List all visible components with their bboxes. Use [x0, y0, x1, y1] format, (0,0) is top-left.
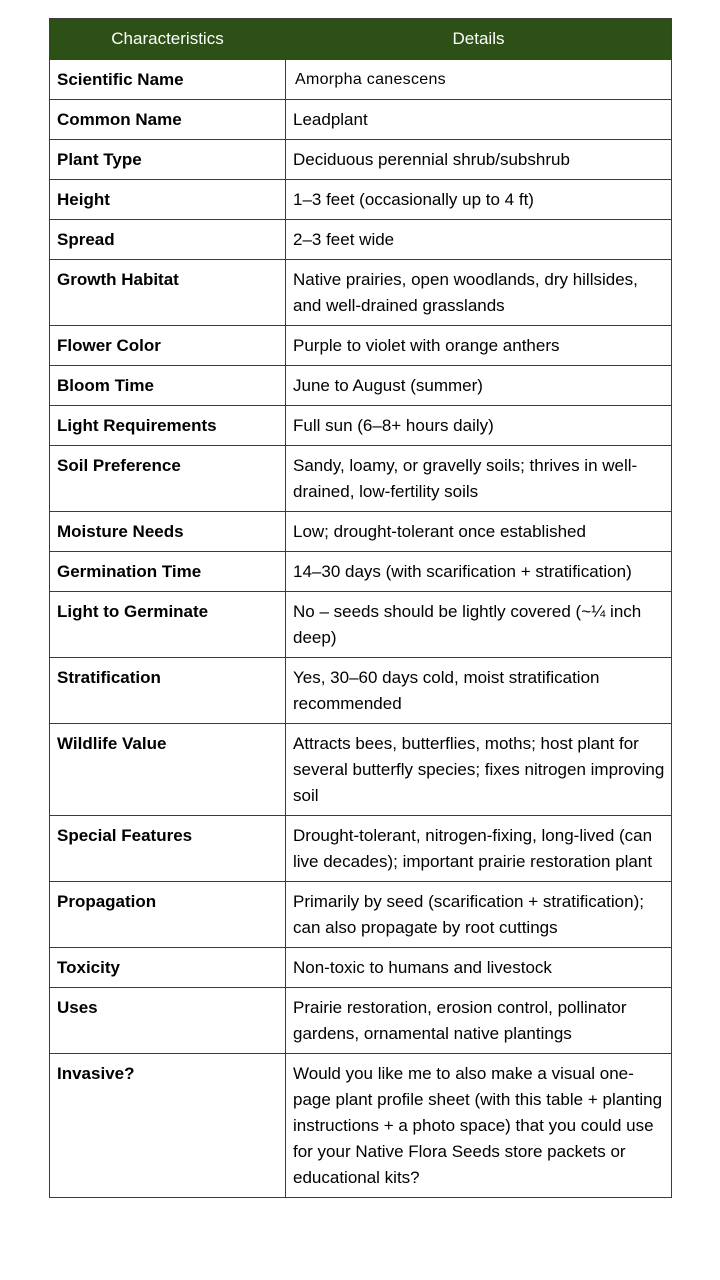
row-value: Prairie restoration, erosion control, pollinator gardens, ornamental native plantings — [286, 988, 672, 1054]
row-label: Toxicity — [50, 948, 286, 988]
table-row — [50, 658, 672, 724]
column-header-details: Details — [286, 19, 672, 60]
table-row — [50, 100, 672, 140]
row-label: Special Features — [50, 816, 286, 882]
row-label: Height — [50, 180, 286, 220]
row-label: Plant Type — [50, 140, 286, 180]
row-value: Native prairies, open woodlands, dry hillsides, and well-drained grasslands — [286, 260, 672, 326]
table-row — [50, 724, 672, 816]
row-label: Invasive? — [50, 1054, 286, 1198]
row-value: No – seeds should be lightly covered (~¼ inch deep) — [286, 592, 672, 658]
row-label: Uses — [50, 988, 286, 1054]
table-row — [50, 366, 672, 406]
table-row — [50, 326, 672, 366]
row-label: Moisture Needs — [50, 512, 286, 552]
table-row — [50, 592, 672, 658]
row-label: Common Name — [50, 100, 286, 140]
row-value: Low; drought-tolerant once established — [286, 512, 672, 552]
row-value: Would you like me to also make a visual one-page plant profile sheet (with this table + planting instructions + a photo space) that you could use for your Native Flora Seeds store packets or educational kits? — [286, 1054, 672, 1198]
row-label: Growth Habitat — [50, 260, 286, 326]
table-row — [50, 180, 672, 220]
row-label: Light to Germinate — [50, 592, 286, 658]
row-label: Propagation — [50, 882, 286, 948]
row-label: Stratification — [50, 658, 286, 724]
row-value: Sandy, loamy, or gravelly soils; thrives in well-drained, low-fertility soils — [286, 446, 672, 512]
row-label: Germination Time — [50, 552, 286, 592]
row-value: Full sun (6–8+ hours daily) — [286, 406, 672, 446]
row-label: Light Requirements — [50, 406, 286, 446]
table-row — [50, 988, 672, 1054]
plant-profile-table — [49, 18, 672, 1198]
row-value: Attracts bees, butterflies, moths; host plant for several butterfly species; fixes nitrogen improving soil — [286, 724, 672, 816]
row-label: Soil Preference — [50, 446, 286, 512]
table-header-row — [50, 19, 672, 60]
row-label: Flower Color — [50, 326, 286, 366]
table-row — [50, 260, 672, 326]
row-value: 1–3 feet (occasionally up to 4 ft) — [286, 180, 672, 220]
table-row — [50, 1054, 672, 1198]
row-value: Yes, 30–60 days cold, moist stratification recommended — [286, 658, 672, 724]
column-header-characteristics: Characteristics — [50, 19, 286, 60]
row-value: Leadplant — [286, 100, 672, 140]
table-row — [50, 60, 672, 100]
table-row — [50, 220, 672, 260]
table-row — [50, 552, 672, 592]
table-row — [50, 446, 672, 512]
row-value: 14–30 days (with scarification + stratification) — [286, 552, 672, 592]
row-value: 2–3 feet wide — [286, 220, 672, 260]
row-value: Amorpha canescens — [286, 60, 672, 100]
table-row — [50, 882, 672, 948]
table-row — [50, 948, 672, 988]
row-value: Primarily by seed (scarification + stratification); can also propagate by root cuttings — [286, 882, 672, 948]
row-label: Spread — [50, 220, 286, 260]
row-value: Drought-tolerant, nitrogen-fixing, long-lived (can live decades); important prairie restoration plant — [286, 816, 672, 882]
row-label: Scientific Name — [50, 60, 286, 100]
row-label: Bloom Time — [50, 366, 286, 406]
row-value: Deciduous perennial shrub/subshrub — [286, 140, 672, 180]
table-row — [50, 140, 672, 180]
row-value: Purple to violet with orange anthers — [286, 326, 672, 366]
row-value: June to August (summer) — [286, 366, 672, 406]
table-row — [50, 816, 672, 882]
table-row — [50, 406, 672, 446]
row-label: Wildlife Value — [50, 724, 286, 816]
table-row — [50, 512, 672, 552]
row-value: Non-toxic to humans and livestock — [286, 948, 672, 988]
